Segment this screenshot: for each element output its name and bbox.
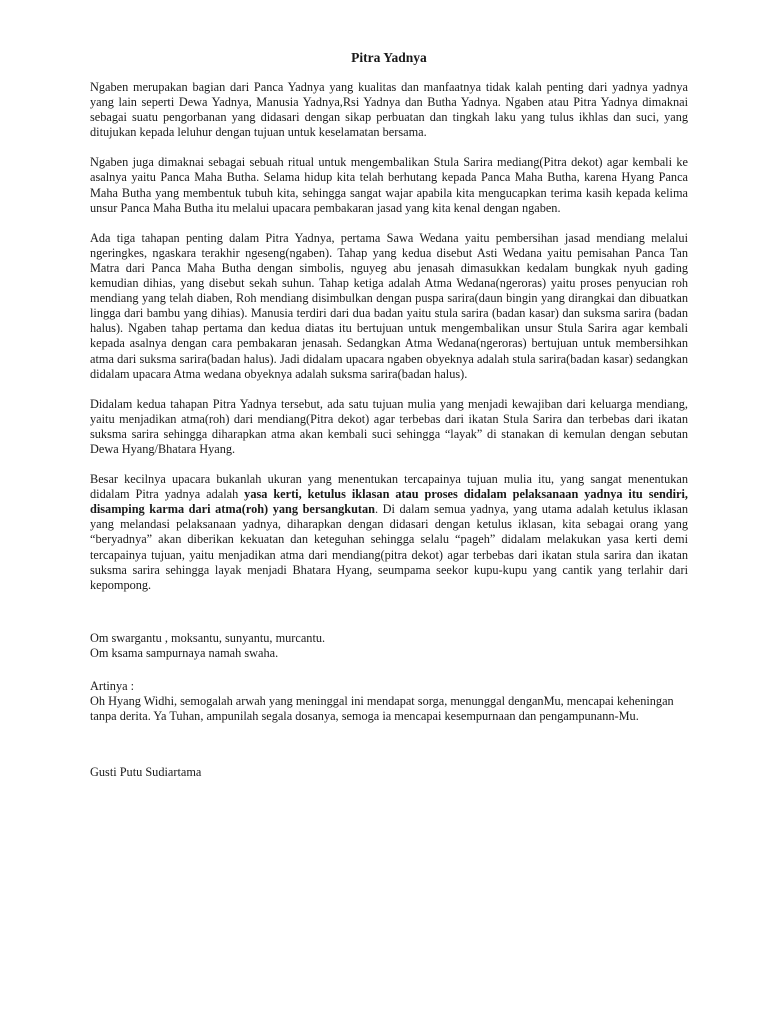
paragraph-5-bold: yasa kerti, ketulus iklasan atau proses didalam pelaksanaan yadnya itu sendiri, disamping karma dari atma(roh) yang bersangkutan — [90, 487, 688, 517]
mantra-line-2: Om ksama sampurnaya namah swaha. — [90, 645, 279, 660]
mantra-verse — [90, 631, 688, 661]
document-page — [90, 50, 688, 780]
document-title: Pitra Yadnya — [351, 50, 427, 65]
paragraph-5-end: . Di dalam semua yadnya, yang utama adalah ketulus iklasan yang melandasi pelaksanaan yadnya, diharapkan dengan didasari dengan ketulus iklasan, kita sebagai orang yang “beryadnya” akan diberikan kekuatan dan keteguhan sehingga selalu “pageh” didalam melakukan yasa kerti demi tercapainya tujuan, yaitu menjadikan atma dari mendiang(pitra dekot) agar terbebas dari ikatan stula sarira dan ikatan suksma sarira sehingga layak menjadi Bhatara Hyang, seumpama seekor kupu-kupu yang cantik yang terlahir dari kepompong. — [90, 502, 688, 592]
translation-label: Artinya : — [90, 679, 135, 693]
spacer — [90, 608, 688, 631]
paragraph-4: Didalam kedua tahapan Pitra Yadnya tersebut, ada satu tujuan mulia yang menjadi kewajiban dari keluarga mendiang, yaitu menjadikan atma(roh) dari mendiang(Pitra dekot) agar terbebas dari ikatan Stula Sarira dan terbebas dari ikatan suksma sarira sehingga diharapkan atma akan kembali suci sehingga “layak” di stanakan di kemulan dengan sebutan Dewa Hyang/Bhatara Hyang. — [90, 396, 688, 456]
paragraph-5-start: Besar kecilnya upacara bukanlah ukuran yang menentukan tercapainya tujuan mulia itu, yang sangat menentukan didalam Pitra yadnya adalah — [90, 472, 688, 502]
translation-block — [90, 679, 688, 724]
paragraph-5 — [90, 472, 688, 593]
paragraph-2: Ngaben juga dimaknai sebagai sebuah ritual untuk mengembalikan Stula Sarira mediang(Pitra dekot) agar kembali ke asalnya yaitu Panca Maha Butha. Selama hidup kita telah berhutang kepada Panca Maha Butha, karena Hyang Panca Maha Butha yang membentuk tubuh kita, sehingga sangat wajar apabila kita mengucapkan terima kasih kepada kelima unsur Panca Maha Butha itu melalui upacara pembakaran jasad yang kita kenal dengan ngaben. — [90, 155, 688, 215]
translation-text: Oh Hyang Widhi, semogalah arwah yang meninggal ini mendapat sorga, menunggal denganMu, mencapai keheningan tanpa derita. Ya Tuhan, ampunilah segala dosanya, semoga ia mencapai kesempurnaan dan pengampunann-Mu. — [90, 694, 674, 724]
paragraph-3: Ada tiga tahapan penting dalam Pitra Yadnya, pertama Sawa Wedana yaitu pembersihan jasad mendiang melalui ngeringkes, ngaskara terakhir ngeseng(ngaben). Tahap yang kedua disebut Asti Wedana yaitu pemisahan Panca Tan Matra dari Panca Maha Butha dengan simbolis, nguyeg abu jenasah dimasukkan kedalam bungkak nyuh gading kemudian dihias, yang disebut sekah suhun. Tahap ketiga adalah Atma Wedana(ngeroras) yaitu proses penyucian roh mendiang yang telah diaben, Roh mendiang disimbulkan dengan puspa sarira(daun bingin yang dirangkai dan dibuatkan lingga dari bambu yang dihias). Manusia terdiri dari dua badan yaitu stula sarira (badan kasar) dan suksma sarira (badan halus). Ngaben tahap pertama dan kedua diatas itu bertujuan untuk mengembalikan unsur Stula Sarira agar kembali kepada asalnya dengan cara pembakaran jenasah. Sedangkan Atma Wedana(ngeroras) bertujuan untuk membersihkan atma dari suksma sarira(badan halus). Jadi didalam upacara ngaben obyeknya adalah stula sarira(badan kasar) sedangkan didalam upacara Atma wedana obyeknya adalah suksma sarira(badan halus). — [90, 230, 688, 381]
author-name: Gusti Putu Sudiartama — [90, 765, 202, 780]
paragraph-1: Ngaben merupakan bagian dari Panca Yadnya yang kualitas dan manfaatnya tidak kalah penting dari yadnya yadnya yang lain seperti Dewa Yadnya, Manusia Yadnya,Rsi Yadnya dan Butha Yadnya. Ngaben atau Pitra Yadnya dimaknai sebagai suatu pengorbanan yang didasari dengan sikap perbuatan dan tingkah laku yang tulus ikhlas dan suci, yang ditujukan kepada leluhur dengan tujuan untuk keselamatan bersama. — [90, 80, 688, 140]
mantra-line-1: Om swargantu , moksantu, sunyantu, murcantu. — [90, 630, 326, 645]
